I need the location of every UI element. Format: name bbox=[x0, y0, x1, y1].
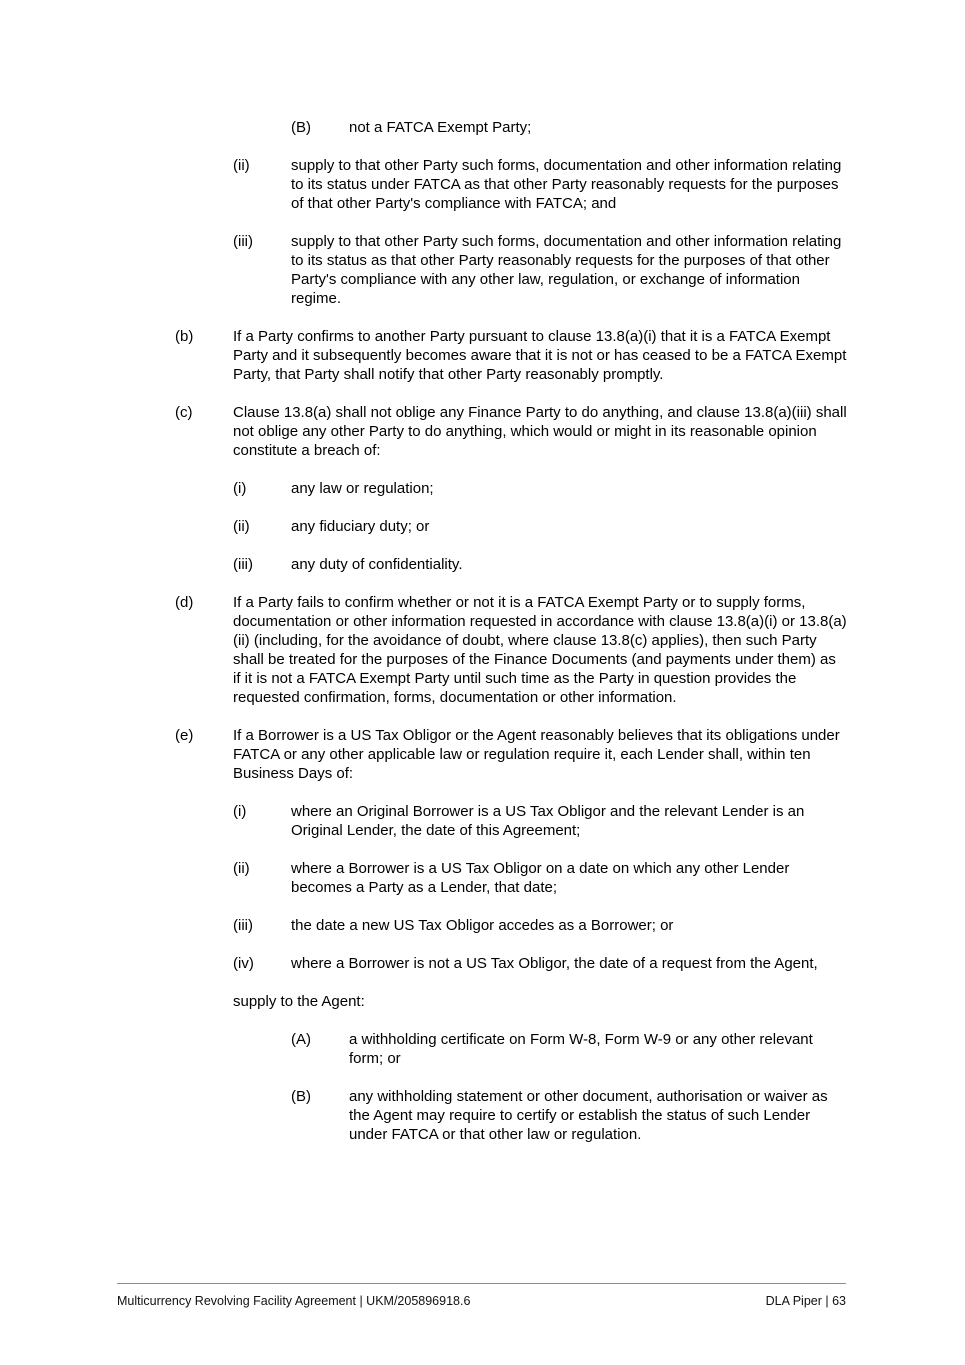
list-item-text: If a Borrower is a US Tax Obligor or the Agent reasonably believes that its obligations under FATCA or any other applicable law or regulation require it, each Lender shall, within ten Business Days of: bbox=[233, 727, 840, 782]
list-item-label: (A) bbox=[291, 1031, 311, 1048]
list-item bbox=[175, 916, 847, 935]
list-item-label: (ii) bbox=[233, 157, 250, 174]
list-item bbox=[175, 859, 847, 897]
list-item bbox=[175, 1030, 847, 1068]
list-item-text: where an Original Borrower is a US Tax Obligor and the relevant Lender is an Original Lender, the date of this Agreement; bbox=[291, 803, 805, 839]
list-item-text: any duty of confidentiality. bbox=[291, 556, 463, 573]
list-item-label: (ii) bbox=[233, 860, 250, 877]
list-item-label: (iv) bbox=[233, 955, 254, 972]
list-item-text: supply to the Agent: bbox=[233, 993, 365, 1010]
list-item-text: Clause 13.8(a) shall not oblige any Finance Party to do anything, and clause 13.8(a)(iii) shall not oblige any other Party to do anything, which would or might in its reasonable opinion constitute a breach of: bbox=[233, 404, 847, 459]
list-item-text: where a Borrower is not a US Tax Obligor, the date of a request from the Agent, bbox=[291, 955, 818, 972]
list-item-text: supply to that other Party such forms, documentation and other information relating to its status as that other Party reasonably requests for the purposes of that other Party's compliance with any other law, regulation, or exchange of information regime. bbox=[291, 233, 842, 307]
list-item-label: (ii) bbox=[233, 518, 250, 535]
footer-document-title: Multicurrency Revolving Facility Agreement | UKM/205896918.6 bbox=[117, 1294, 471, 1308]
list-item-label: (e) bbox=[175, 727, 194, 744]
list-item-text: not a FATCA Exempt Party; bbox=[349, 119, 532, 136]
list-item-label: (i) bbox=[233, 803, 247, 820]
list-item bbox=[175, 992, 847, 1011]
list-item-text: supply to that other Party such forms, documentation and other information relating to its status under FATCA as that other Party reasonably requests for the purposes of that other Party's compliance with FATCA; and bbox=[291, 157, 842, 212]
list-item-label: (d) bbox=[175, 594, 194, 611]
list-item bbox=[175, 327, 847, 384]
list-item bbox=[175, 593, 847, 707]
list-item bbox=[175, 726, 847, 783]
list-item bbox=[175, 156, 847, 213]
list-item-label: (B) bbox=[291, 1088, 311, 1105]
list-item-text: a withholding certificate on Form W-8, Form W-9 or any other relevant form; or bbox=[349, 1031, 813, 1067]
list-item bbox=[175, 232, 847, 308]
list-item bbox=[175, 403, 847, 460]
list-item-text: If a Party fails to confirm whether or not it is a FATCA Exempt Party or to supply forms, documentation or other information requested in accordance with clause 13.8(a)(i) or 13.8(a)(ii) (including, for the avoidance of doubt, where clause 13.8(c) applies), then such Party shall be treated for the purposes of the Finance Documents (and payments under them) as if it is not a FATCA Exempt Party until such time as the Party in question provides the requested confirmation, forms, documentation or other information. bbox=[233, 594, 847, 706]
list-item-label: (B) bbox=[291, 119, 311, 136]
list-item bbox=[175, 1087, 847, 1144]
page-footer bbox=[117, 1283, 846, 1309]
list-item-text: any law or regulation; bbox=[291, 480, 434, 497]
footer-page-number: DLA Piper | 63 bbox=[765, 1294, 846, 1308]
list-item-text: where a Borrower is a US Tax Obligor on a date on which any other Lender becomes a Party as a Lender, that date; bbox=[291, 860, 790, 896]
list-item bbox=[175, 555, 847, 574]
list-item-text: any withholding statement or other document, authorisation or waiver as the Agent may require to certify or establish the status of such Lender under FATCA or that other law or regulation. bbox=[349, 1088, 828, 1143]
list-item-label: (i) bbox=[233, 480, 247, 497]
list-item-text: the date a new US Tax Obligor accedes as a Borrower; or bbox=[291, 917, 674, 934]
list-item bbox=[175, 802, 847, 840]
list-item-text: any fiduciary duty; or bbox=[291, 518, 430, 535]
list-item bbox=[175, 479, 847, 498]
list-item bbox=[175, 517, 847, 536]
list-item-label: (c) bbox=[175, 404, 193, 421]
list-item-label: (iii) bbox=[233, 917, 253, 934]
list-item-label: (iii) bbox=[233, 233, 253, 250]
list-item-label: (iii) bbox=[233, 556, 253, 573]
list-item bbox=[175, 954, 847, 973]
list-item-text: If a Party confirms to another Party pursuant to clause 13.8(a)(i) that it is a FATCA Exempt Party and it subsequently becomes aware that it is not or has ceased to be a FATCA Exempt Party, that Party shall notify that other Party reasonably promptly. bbox=[233, 328, 847, 383]
document-body bbox=[175, 118, 847, 1163]
list-item-label: (b) bbox=[175, 328, 194, 345]
list-item bbox=[175, 118, 847, 137]
